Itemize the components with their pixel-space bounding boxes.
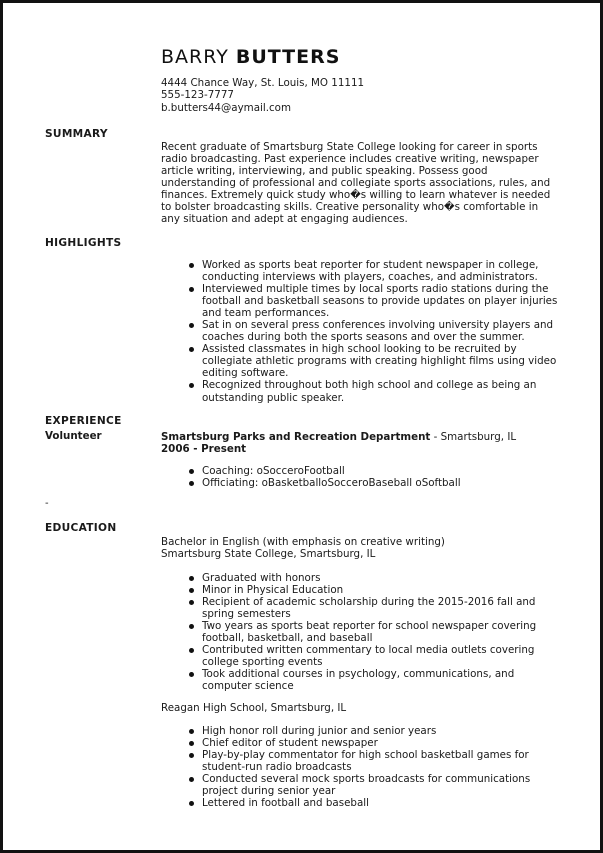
list-item: Coaching: oSoccerоFootball [161, 465, 561, 477]
list-item: High honor roll during junior and senior years [161, 725, 561, 737]
first-name: BARRY [161, 46, 229, 68]
address: 4444 Chance Way, St. Louis, MO 11111 [161, 77, 365, 89]
employment-dates: 2006 - Present [161, 443, 247, 455]
list-item: Interviewed multiple times by local sports radio stations during the football and basketball seasons to provide updates on player injuries and team performances. [161, 283, 561, 319]
list-item: Two years as sports beat reporter for school newspaper covering football, basketball, and baseball [161, 620, 561, 644]
employer-location: - Smartsburg, IL [430, 431, 517, 443]
candidate-name [161, 46, 340, 68]
list-item: Conducted several mock sports broadcasts for communications project during senior year [161, 773, 561, 797]
phone: 555-123-7777 [161, 89, 234, 102]
college-degree: Bachelor in English (with emphasis on creative writing) [161, 536, 445, 548]
list-item: Recognized throughout both high school and college as being an outstanding public speaker. [161, 379, 561, 403]
highlights-list [161, 259, 561, 404]
summary-text: Recent graduate of Smartsburg State College looking for career in sports radio broadcasting. Past experience includes creative writing, newspaper article writing, interviewing, and public speaking. Possess good understanding of professional and collegiate sports associations, rules, and finances. Extremely quick study who�s willing to learn whatever is needed to bolster broadcasting skills. Creative personality who�s comfortable in any situation and adept at engaging audiences. [161, 141, 551, 225]
list-item: Officiating: oBasketballoSoccerоBaseball oSoftball [161, 477, 561, 489]
list-item: Recipient of academic scholarship during the 2015-2016 fall and spring semesters [161, 596, 561, 620]
last-name: BUTTERS [235, 46, 341, 68]
list-item: Sat in on several press conferences involving university players and coaches during both the sports seasons and over the summer. [161, 319, 561, 343]
list-item: Worked as sports beat reporter for student newspaper in college, conducting interviews with players, coaches, and administrators. [161, 259, 561, 283]
list-item: Took additional courses in psychology, communications, and computer science [161, 668, 561, 692]
employer-line [161, 431, 516, 443]
list-item: Contributed written commentary to local media outlets covering college sporting events [161, 644, 561, 668]
email: b.butters44@aymail.com [161, 101, 292, 114]
experience-heading: EXPERIENCE [45, 415, 122, 427]
list-item: Lettered in football and baseball [161, 797, 561, 809]
list-item: Assisted classmates in high school looking to be recruited by collegiate athletic programs with creating highlight films using video editing software. [161, 343, 561, 379]
highlights-heading: HIGHLIGHTS [45, 237, 122, 249]
college-list [161, 572, 561, 692]
list-item: Minor in Physical Education [161, 584, 561, 596]
list-item: Graduated with honors [161, 572, 561, 584]
college-school: Smartsburg State College, Smartsburg, IL [161, 548, 376, 560]
experience-list [161, 465, 561, 489]
highschool-school: Reagan High School, Smartsburg, IL [161, 702, 347, 714]
list-item: Chief editor of student newspaper [161, 737, 561, 749]
contact-block [161, 77, 364, 114]
employer-name: Smartsburg Parks and Recreation Department [161, 431, 431, 443]
education-heading: EDUCATION [45, 522, 117, 534]
summary-heading: SUMMARY [45, 128, 108, 140]
experience-role: Volunteer [45, 430, 102, 442]
separator-dash: - [45, 498, 49, 509]
highschool-list [161, 725, 561, 809]
college-block [161, 536, 553, 560]
list-item: Play-by-play commentator for high school basketball games for student-run radio broadcasts [161, 749, 561, 773]
